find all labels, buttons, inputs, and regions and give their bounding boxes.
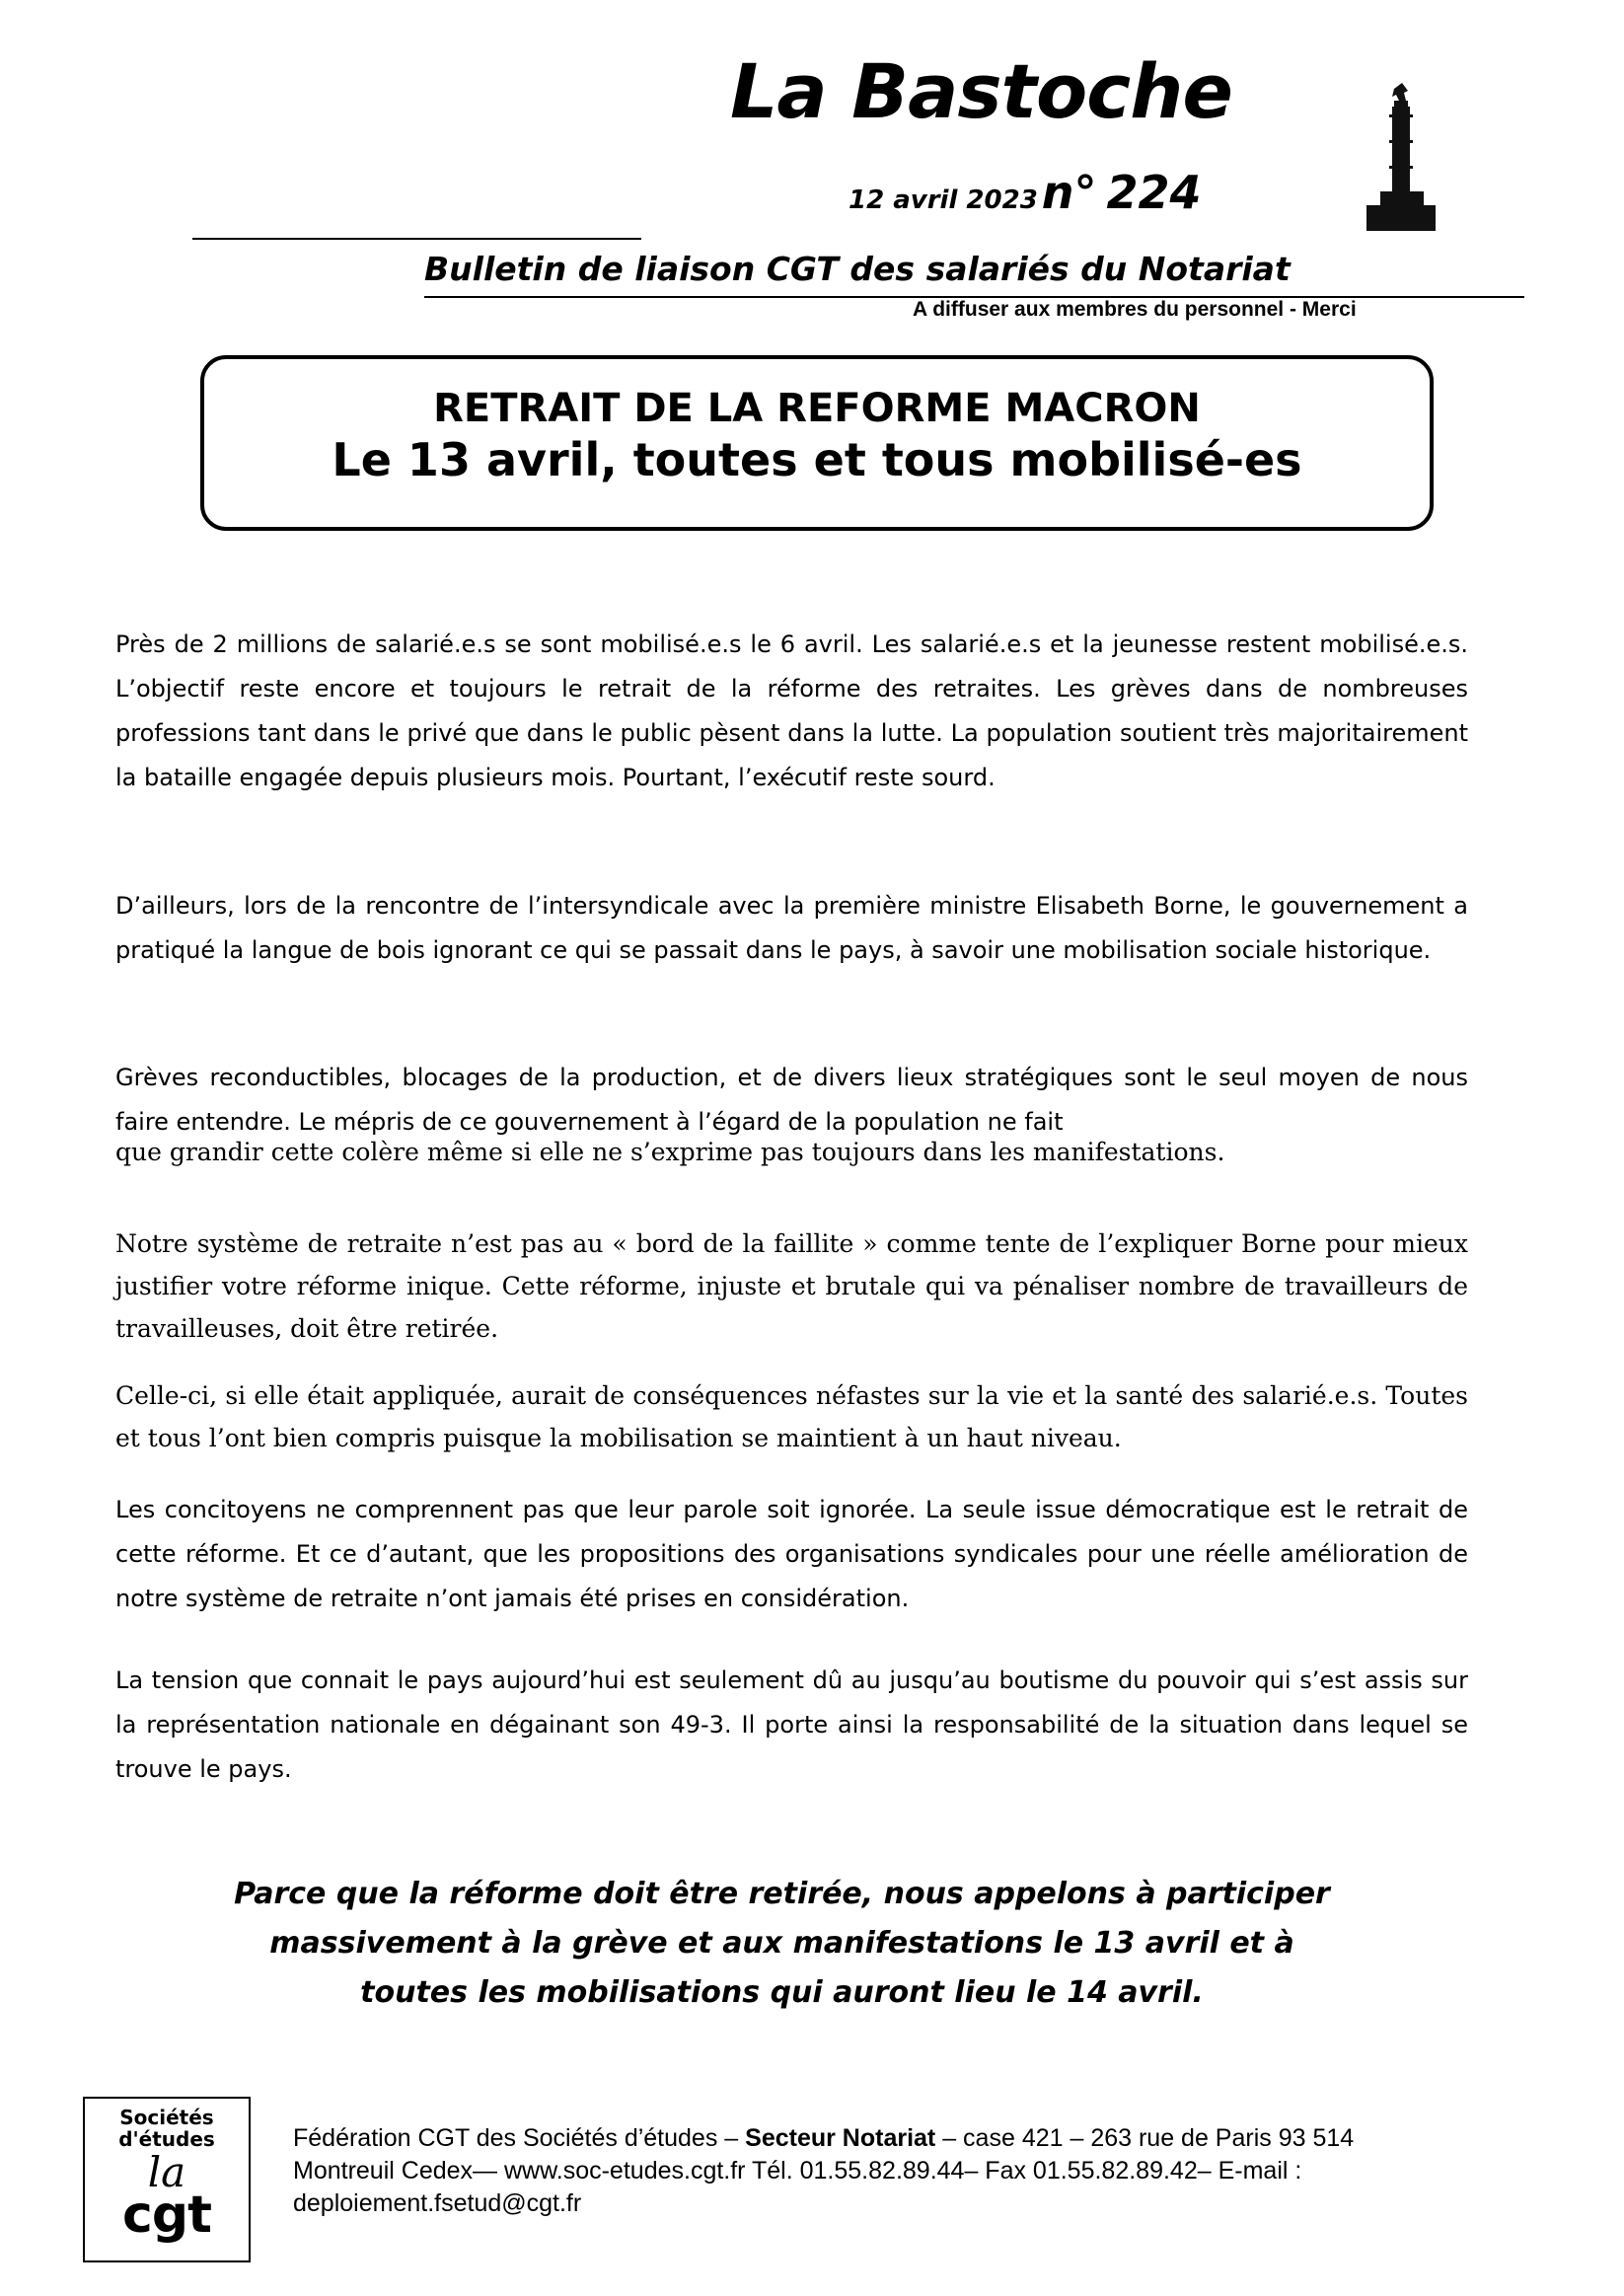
logo-line-2: d'études (118, 2127, 215, 2151)
call-to-action (118, 1870, 1445, 2018)
call-to-action-line-2: massivement à la grève et aux manifestations le 13 avril et à (269, 1926, 1294, 1961)
headline-subtitle: Le 13 avril, toutes et tous mobilisé-es (332, 433, 1302, 486)
logo-cgt: cgt (122, 2185, 211, 2245)
paragraph-5: Celle-ci, si elle était appliquée, aurait de conséquences néfastes sur la vie et la santé des salarié.e.s. Toutes et tous l’ont bien compris puisque la mobilisation se maintient à un haut niveau. (115, 1381, 1468, 1452)
logo-line-1: Sociétés (119, 2106, 214, 2129)
distribution-note: A diffuser aux membres du personnel - Merci (913, 298, 1357, 321)
footer-sector: Secteur Notariat (745, 2124, 936, 2152)
footer-text-1: Fédération CGT des Sociétés d’études – (293, 2124, 746, 2152)
issue-number-label: n° (1041, 166, 1097, 219)
issue-line (849, 166, 1202, 219)
logo-la: la (147, 2148, 186, 2196)
paragraph-3b: que grandir cette colère même si elle ne s’exprime pas toujours dans les manifestations. (115, 1138, 1225, 1166)
call-to-action-line-1: Parce que la réforme doit être retirée, nous appelons à participer (234, 1877, 1330, 1911)
paragraph-6: Les concitoyens ne comprennent pas que leur parole soit ignorée. La seule issue démocratique est le retrait de cette réforme. Et ce d’autant, que les propositions des organisations syndicales pour une réelle amélioration de notre système de retraite n’ont jamais été prises en considération. (115, 1496, 1468, 1612)
issue-number: 224 (1106, 166, 1202, 219)
masthead-title: La Bastoche (730, 47, 1232, 135)
cgt-logo (83, 2097, 251, 2262)
headline-box (200, 355, 1434, 531)
paragraph-2: D’ailleurs, lors de la rencontre de l’intersyndicale avec la première ministre Elisabeth Borne, le gouvernement a pratiqué la langue de bois ignorant ce qui se passait dans le pays, à savoir une mobilisation sociale historique. (115, 892, 1468, 964)
bulletin-subtitle: Bulletin de liaison CGT des salariés du Notariat (424, 250, 1291, 288)
paragraph-3a: Grèves reconductibles, blocages de la production, et de divers lieux stratégiques sont le seul moyen de nous faire entendre. Le mépris de ce gouvernement à l’égard de la population ne fait (115, 1064, 1468, 1136)
headline-title: RETRAIT DE LA REFORME MACRON (433, 386, 1201, 431)
issue-date: 12 avril 2023 (849, 185, 1038, 215)
call-to-action-line-3: toutes les mobilisations qui auront lieu le 14 avril. (360, 1975, 1204, 2010)
paragraph-4: Notre système de retraite n’est pas au « bord de la faillite » comme tente de l’expliquer Borne pour mieux justifier votre réforme inique. Cette réforme, injuste et brutale qui va pénaliser nombre de travailleurs de travailleuses, doit être retirée. (115, 1229, 1468, 1343)
paragraph-1: Près de 2 millions de salarié.e.s se sont mobilisé.e.s le 6 avril. Les salarié.e.s et la jeunesse restent mobilisé.e.s. L’objectif reste encore et toujours le retrait de la réforme des retraites. Les grèves dans de nombreuses professions tant dans le privé que dans le public pèsent dans la lutte. La population soutient très majoritairement la bataille engagée depuis plusieurs mois. Pourtant, l’exécutif reste sourd. (115, 630, 1468, 791)
footer-text-2: – case 421 – 263 rue de Paris 93 514 Montreuil Cedex— www.soc-etudes.cgt.fr Tél. 01.55.82.89.44– Fax 01.55.82.89.42– E-mail : deploiement.fsetud@cgt.fr (293, 2124, 1355, 2217)
paragraph-7: La tension que connait le pays aujourd’hui est seulement dû au jusqu’au boutisme du pouvoir qui s’est assis sur la représentation nationale en dégainant son 49-3. Il porte ainsi la responsabilité de la situation dans lequel se trouve le pays. (115, 1666, 1468, 1783)
header-rule-short (192, 238, 641, 240)
footer-contact (293, 2122, 1457, 2220)
bastille-column-icon (1357, 81, 1440, 234)
